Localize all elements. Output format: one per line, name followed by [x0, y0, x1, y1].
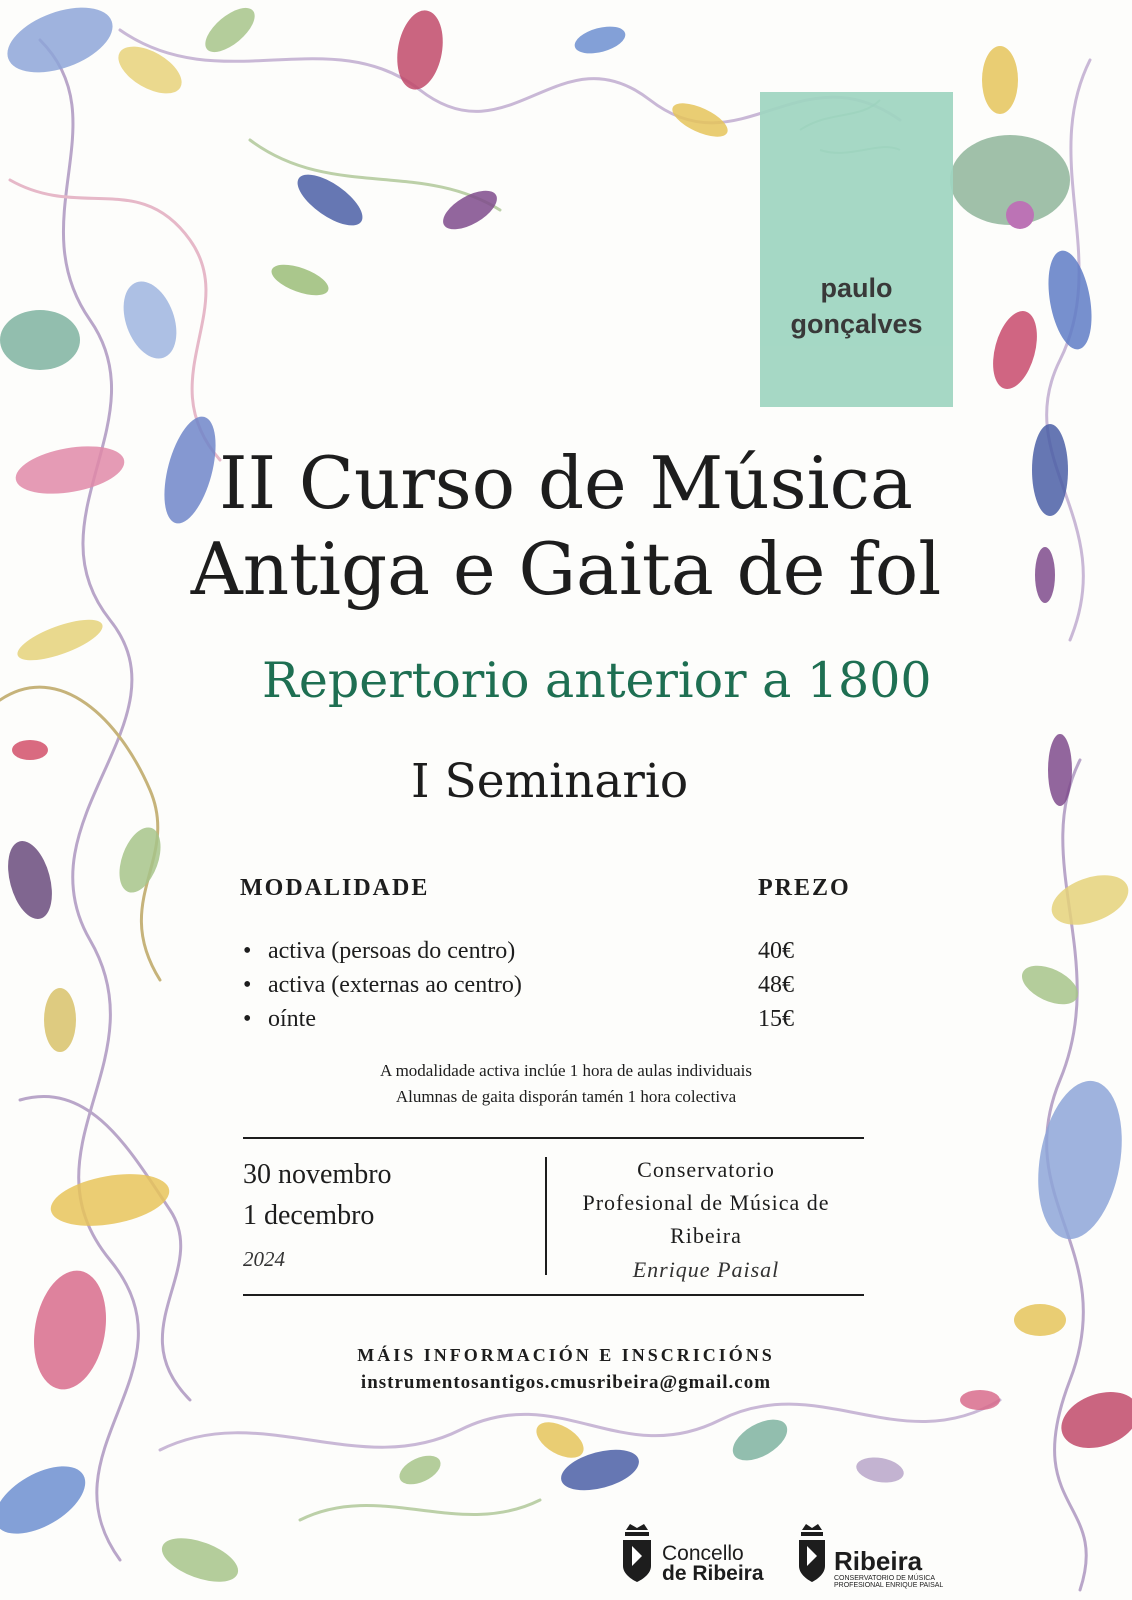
venue-line: Profesional de Música de — [582, 1190, 830, 1215]
bullet: • — [243, 972, 252, 998]
concello-logo — [620, 1522, 770, 1586]
teacher-first-name: paulo — [820, 273, 893, 303]
conservatorio-logo-line1: CONSERVATORIO DE MÚSICA — [834, 1575, 935, 1582]
seminar-heading: I Seminario — [411, 754, 689, 809]
pricing-row — [240, 1006, 840, 1040]
divider-bottom — [243, 1294, 864, 1296]
divider-top — [243, 1137, 864, 1139]
concello-logo-line1: Concello — [662, 1542, 744, 1565]
pricing-row — [240, 972, 840, 1006]
venue-line: Ribeira — [670, 1223, 742, 1248]
bullet: • — [243, 938, 252, 964]
contact-email[interactable]: instrumentosantigos.cmusribeira@gmail.com — [360, 1372, 772, 1393]
modality-header: MODALIDADE — [240, 875, 430, 901]
crown-shield-icon — [796, 1522, 828, 1584]
venue-subtitle: Enrique Paisal — [632, 1257, 780, 1282]
pricing-row-label: activa (externas ao centro) — [268, 972, 522, 998]
price-header: PREZO — [758, 875, 851, 901]
pricing-row-price: 40€ — [758, 938, 794, 964]
venue-line: Conservatorio — [637, 1157, 775, 1182]
pricing-row-label: oínte — [268, 1006, 316, 1032]
bullet: • — [243, 1006, 252, 1032]
crown-shield-icon — [620, 1522, 654, 1584]
conservatorio-logo-name: Ribeira — [834, 1546, 923, 1576]
event-date-start: 30 novembro — [243, 1159, 392, 1190]
pricing-row-price: 48€ — [758, 972, 794, 998]
event-year: 2024 — [243, 1247, 285, 1271]
pricing-list — [240, 938, 840, 1040]
teacher-last-name: gonçalves — [790, 309, 923, 339]
title-line-1: II Curso de Música — [219, 441, 913, 525]
pricing-row-price: 15€ — [758, 1006, 794, 1032]
divider-vertical — [545, 1157, 547, 1275]
pricing-row — [240, 938, 840, 972]
page-title — [0, 440, 1132, 612]
event-date-end: 1 decembro — [243, 1200, 375, 1231]
pricing-row-label: activa (persoas do centro) — [268, 938, 516, 964]
info-heading: MÁIS INFORMACIÓN E INSCRICIÓNS — [357, 1345, 775, 1365]
concello-logo-line2: de Ribeira — [662, 1562, 764, 1585]
teacher-name-box — [760, 92, 953, 407]
subtitle: Repertorio anterior a 1800 — [262, 652, 932, 709]
pricing-note: Alumnas de gaita disporán tamén 1 hora colectiva — [395, 1087, 737, 1106]
pricing-note: A modalidade activa inclúe 1 hora de aulas individuais — [380, 1061, 752, 1080]
conservatorio-logo-line2: PROFESIONAL ENRIQUE PAISAL — [834, 1582, 944, 1589]
title-line-2: Antiga e Gaita de fol — [190, 527, 942, 611]
conservatorio-logo — [796, 1522, 956, 1589]
